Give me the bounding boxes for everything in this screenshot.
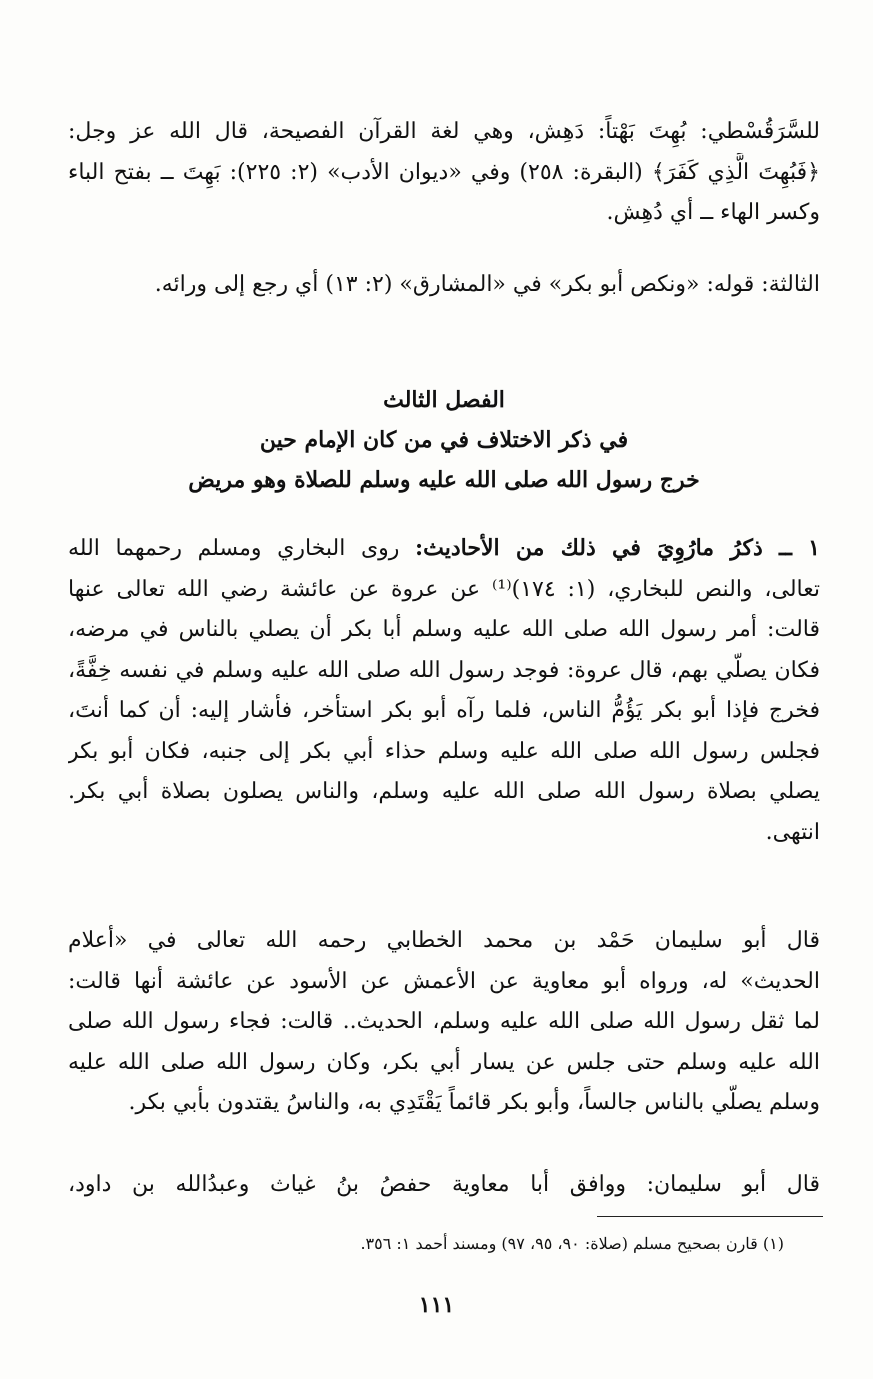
text-line: وسلم يصلّي بالناس جالساً، وأبو بكر قائماً يَقْتَدِي به، والناسُ يقتدون بأبي بكر. xyxy=(128,1090,820,1115)
text-line: قال أبو سليمان حَمْد بن محمد الخطابي رحمه الله تعالى في «أعلام xyxy=(68,928,820,953)
chapter-number: الفصل الثالث xyxy=(383,387,505,413)
text-line: انتهى. xyxy=(765,819,820,845)
chapter-title-line-1: في ذكر الاختلاف في من كان الإمام حين xyxy=(259,427,629,453)
text-line: قال أبو سليمان: ووافق أبا معاوية حفصُ بنُ غياث وعبدُالله بن داود، xyxy=(68,1172,820,1197)
text-line: للسَّرَقُسْطي: بُهِتَ بَهْتاً: دَهِش، وهي لغة القرآن الفصيحة، قال الله عز وجل: xyxy=(68,119,820,144)
footnote-divider xyxy=(597,1216,823,1217)
text-line: ﴿فَبُهِتَ الَّذِي كَفَرَ﴾ (البقرة: ٢٥٨) وفي «ديوان الأدب» (٢: ٢٢٥): بَهِتَ ــ بفتح الباء xyxy=(68,159,820,185)
chapter-title-line-2: خرج رسول الله صلى الله عليه وسلم للصلاة وهو مريض xyxy=(188,467,700,493)
text-line: قالت: أمر رسول الله صلى الله عليه وسلم أبا بكر أن يصلي بالناس في مرضه، xyxy=(68,617,820,642)
text-line: فخرج فإذا أبو بكر يَؤُمُّ الناس، فلما رآه أبو بكر استأخر، فأشار إليه: أن كما أنتَ، xyxy=(68,698,820,723)
footnote: (١) قارن بصحيح مسلم (صلاة: ٩٠، ٩٥، ٩٧) ومسند أحمد ١: ٣٥٦. xyxy=(360,1234,784,1253)
text-line: الله عليه وسلم حتى جلس عن يسار أبي بكر، وكان رسول الله صلى الله عليه xyxy=(68,1049,820,1075)
section-lead-heading: ١ ــ ذكرُ مارُوِيَ في ذلك من الأحاديث: xyxy=(415,535,820,561)
page-number: ١١١ xyxy=(418,1292,455,1318)
text-line: فجلس رسول الله صلى الله عليه وسلم حذاء أبي بكر إلى جنبه، فكان أبو بكر xyxy=(68,738,820,764)
text-line: لما ثقل رسول الله صلى الله عليه وسلم، الحديث.. قالت: فجاء رسول الله صلى xyxy=(68,1009,820,1034)
paragraph-hadith-narrations xyxy=(68,528,820,853)
text-line: فكان يصلّي بهم، قال عروة: فوجد رسول الله صلى الله عليه وسلم في نفسه خِفَّةً، xyxy=(68,657,820,683)
text-line xyxy=(68,528,820,570)
text-line: الثالثة: قوله: «ونكص أبو بكر» في «المشارق» (٢: ١٣) أي رجع إلى ورائه. xyxy=(154,272,820,297)
text-line: وكسر الهاء ــ أي دُهِش. xyxy=(606,200,820,225)
text-run: روى البخاري ومسلم رحمهما الله xyxy=(68,536,416,561)
paragraph-lexical-note xyxy=(68,112,820,234)
text-line: الحديث» له، ورواه أبو معاوية عن الأعمش عن الأسود عن عائشة أنها قالت: xyxy=(68,968,820,994)
paragraph-khattabi-quote xyxy=(68,921,820,1124)
text-line: تعالى، والنص للبخاري، (١: ١٧٤)⁽¹⁾ عن عروة عن عائشة رضي الله تعالى عنها xyxy=(68,576,820,602)
text-line: يصلي بصلاة رسول الله صلى الله عليه وسلم، والناس يصلون بصلاة أبي بكر. xyxy=(68,779,820,804)
paragraph-abu-sulayman xyxy=(68,1165,820,1206)
paragraph-third-point xyxy=(68,265,820,306)
